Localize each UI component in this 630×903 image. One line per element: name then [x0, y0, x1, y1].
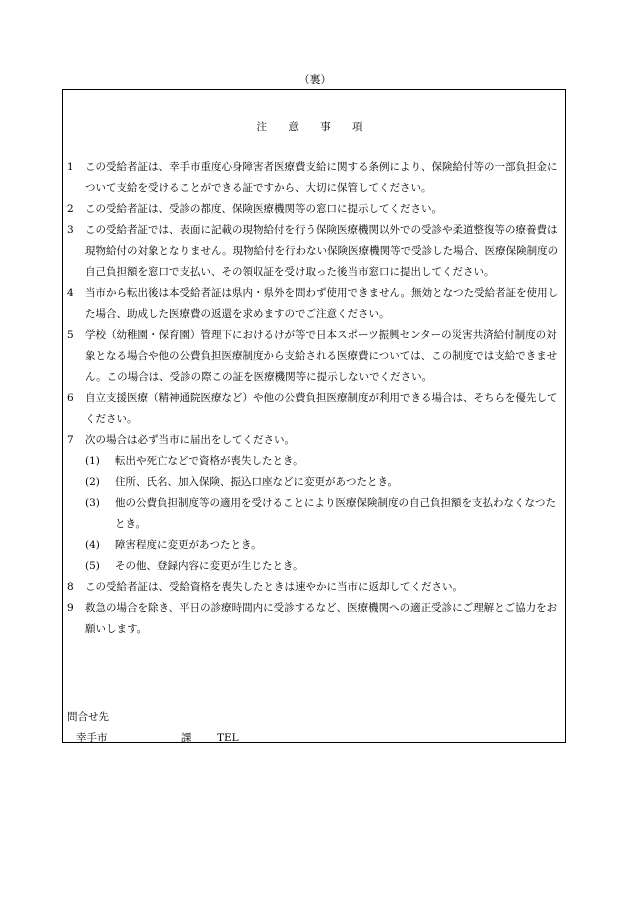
item-number: 8: [67, 581, 74, 593]
back-side-label: （裏）: [298, 73, 332, 86]
sub-item-text: その他、登録内容に変更が生じたとき。: [115, 560, 304, 572]
item-text: 救急の場合を除き、平日の診療時間内に受診するなど、医療機関への適正受診にご理解とご協力をお願いします。: [85, 602, 558, 635]
item-number: 4: [67, 287, 74, 299]
sub-item-number: (3): [85, 497, 100, 509]
contact-city: 幸手市: [76, 732, 108, 744]
item-text: この受給者証では、表面に記載の現物給付を行う保険医療機関以外での受診や柔道整復等の療養費は現物給付の対象となりません。現物給付を行わない保険医療機関等で受診した場合、医療保険制度の自己負担額を窓口で支払い、その領収証を受け取った後当市窓口に提出してください。: [85, 224, 559, 278]
item-text: この受給者証は、受給資格を喪失したときは速やかに当市に返却してください。: [85, 581, 463, 593]
item-text: この受給者証は、受診の都度、保険医療機関等の窓口に提示してください。: [85, 203, 442, 215]
notice-item-6: [67, 388, 561, 430]
contact-section: 課: [181, 732, 192, 744]
contact-heading: 問合せ先: [67, 711, 109, 723]
notice-item-3: [67, 220, 561, 283]
item-number: 5: [67, 329, 74, 341]
notice-item-5: [67, 325, 561, 388]
item-text: 次の場合は必ず当市に届出をしてください。: [85, 434, 295, 446]
notice-item-2: [67, 199, 561, 220]
item-number: 7: [67, 434, 74, 446]
sub-item-number: (1): [85, 455, 100, 467]
contact-tel-label: TEL: [217, 732, 239, 744]
notice-item-9: [67, 598, 561, 640]
item-text: この受給者証は、幸手市重度心身障害者医療費支給に関する条例により、保険給付等の一部負担金について支給を受けることができる証ですから、大切に保管してください。: [85, 161, 558, 194]
sub-item-number: (5): [85, 560, 100, 572]
notice-title: 注 意 事 項: [256, 121, 372, 133]
notice-sub-list: [85, 451, 561, 577]
notice-item-7: [67, 430, 561, 577]
sub-item-text: 転出や死亡などで資格が喪失したとき。: [115, 455, 304, 467]
item-number: 9: [67, 602, 74, 614]
item-number: 3: [67, 224, 74, 236]
sub-item-text: 他の公費負担制度等の適用を受けることにより医療保険制度の自己負担額を支払わなくなつたとき。: [115, 497, 556, 530]
item-text: 当市から転出後は本受給者証は県内・県外を問わず使用できません。無効となつた受給者証を使用した場合、助成した医療費の返還を求めますのでご注意ください。: [85, 287, 559, 320]
sub-item-number: (4): [85, 539, 100, 551]
item-text: 学校（幼稚園・保育園）管理下におけるけが等で日本スポーツ振興センターの災害共済給付制度の対象となる場合や他の公費負担医療制度から支給される医療費については、この制度では支給できません。この場合は、受診の際この証を医療機関等に提示しないでください。: [85, 329, 558, 383]
notice-sub-item-3: [85, 493, 561, 535]
item-number: 6: [67, 392, 74, 404]
notice-sub-item-4: [85, 535, 561, 556]
sub-item-number: (2): [85, 476, 100, 488]
notice-sub-item-1: [85, 451, 561, 472]
sub-item-text: 住所、氏名、加入保険、振込口座などに変更があつたとき。: [115, 476, 399, 488]
item-number: 2: [67, 203, 74, 215]
item-number: 1: [67, 161, 74, 173]
notice-item-8: [67, 577, 561, 598]
notice-item-4: [67, 283, 561, 325]
notice-list: [67, 157, 561, 640]
item-text: 自立支援医療（精神通院医療など）や他の公費負担医療制度が利用できる場合は、そちらを優先してください。: [85, 392, 558, 425]
sub-item-text: 障害程度に変更があつたとき。: [115, 539, 262, 551]
notice-sub-item-5: [85, 556, 561, 577]
notice-sub-item-2: [85, 472, 561, 493]
notice-card: [62, 89, 566, 743]
notice-item-1: [67, 157, 561, 199]
